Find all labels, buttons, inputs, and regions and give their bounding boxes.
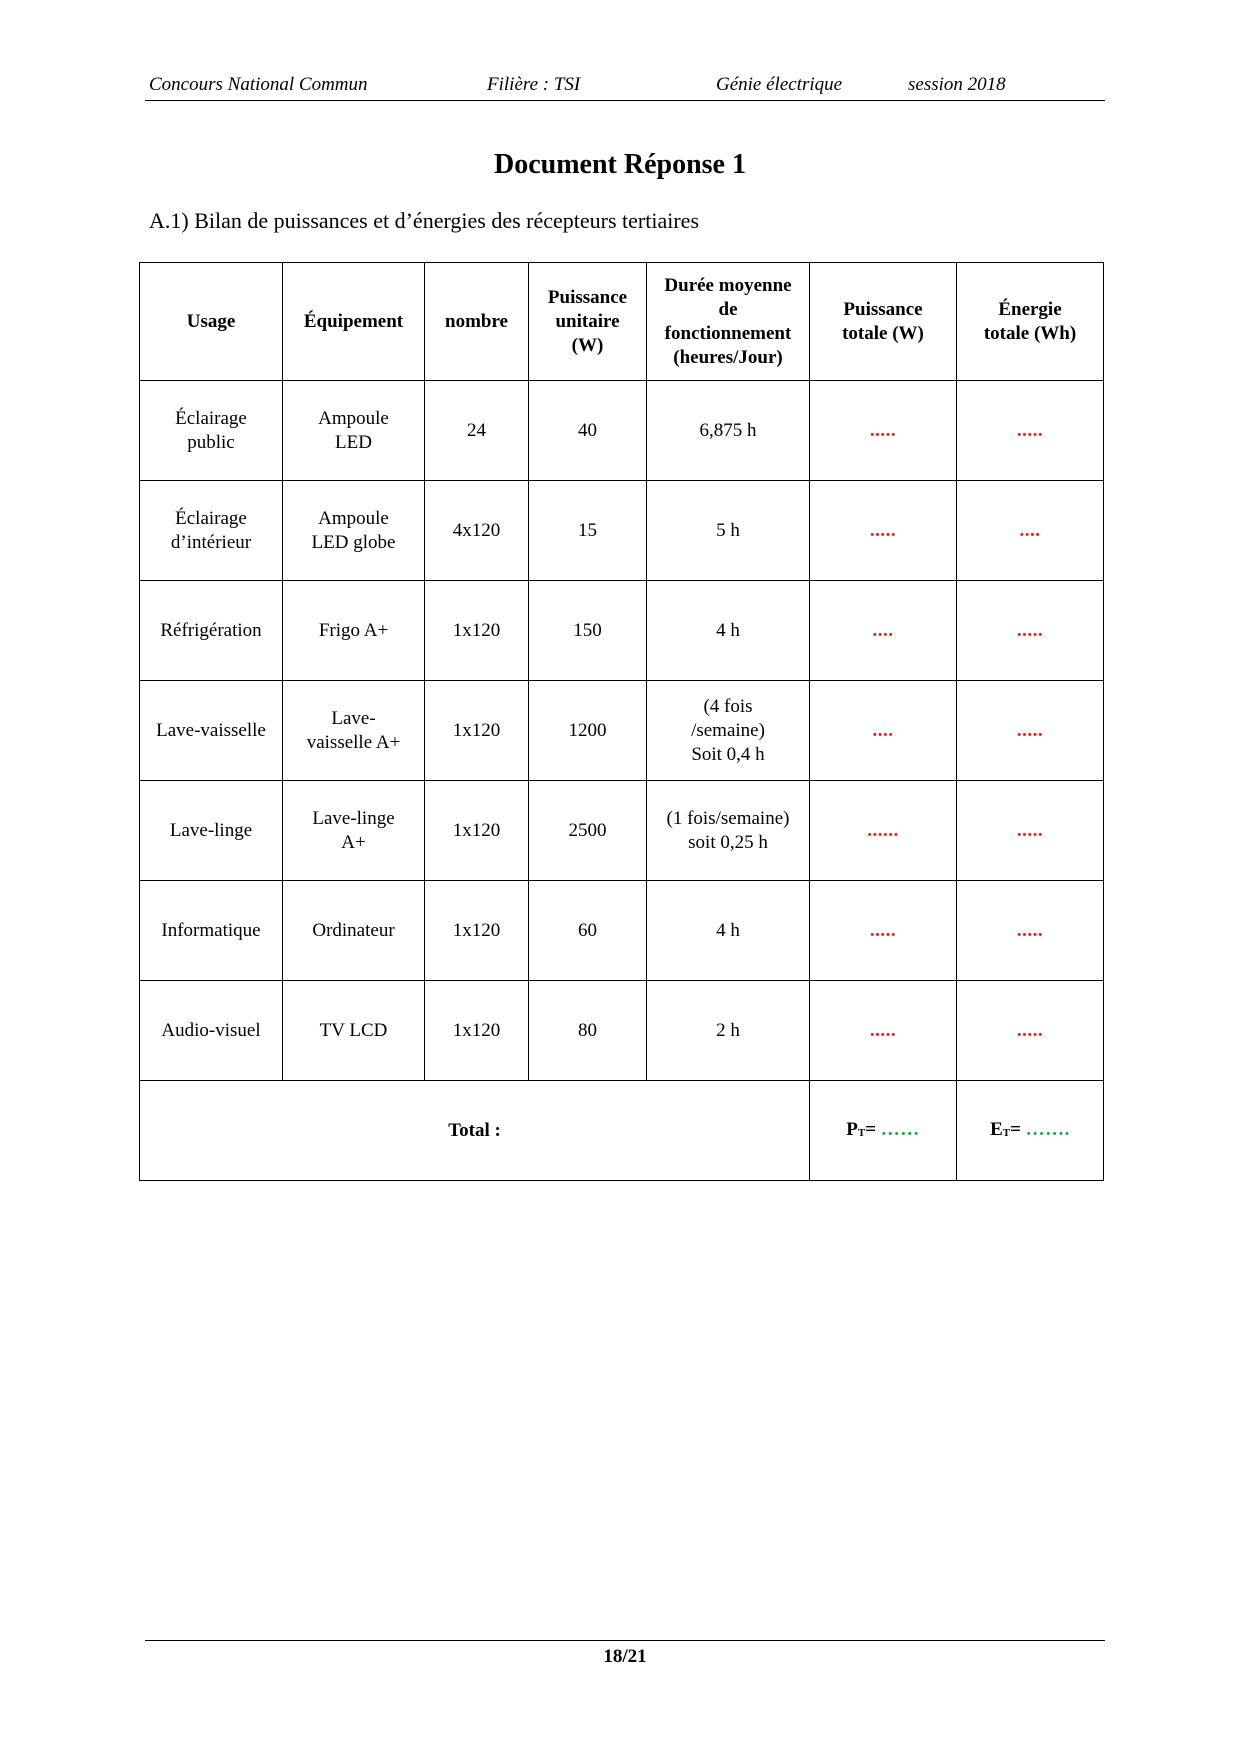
cell-equipement: Lave- vaisselle A+ — [283, 681, 425, 781]
cell-puissance-totale-blank[interactable]: ..... — [810, 981, 957, 1081]
cell-equipement: Lave-linge A+ — [283, 781, 425, 881]
cell-duree: 4 h — [647, 881, 810, 981]
cell-nombre: 1x120 — [425, 781, 529, 881]
page-number: 18/21 — [603, 1646, 647, 1667]
cell-usage: Éclairage public — [140, 381, 283, 481]
cell-nombre: 1x120 — [425, 681, 529, 781]
cell-energie-totale-blank[interactable]: .... — [957, 481, 1104, 581]
cell-usage: Informatique — [140, 881, 283, 981]
table-row — [140, 581, 1104, 681]
energy-balance-table — [139, 262, 1104, 1181]
cell-nombre: 1x120 — [425, 881, 529, 981]
cell-energie-totale-blank[interactable]: ..... — [957, 581, 1104, 681]
page-footer — [145, 1640, 1105, 1668]
cell-usage: Éclairage d’intérieur — [140, 481, 283, 581]
cell-duree: 2 h — [647, 981, 810, 1081]
table-total-row — [140, 1081, 1104, 1181]
cell-equipement: Frigo A+ — [283, 581, 425, 681]
cell-puissance-unitaire: 15 — [529, 481, 647, 581]
cell-puissance-unitaire: 150 — [529, 581, 647, 681]
cell-puissance-totale-blank[interactable]: ..... — [810, 381, 957, 481]
cell-nombre: 1x120 — [425, 981, 529, 1081]
cell-energie-totale-blank[interactable]: ..... — [957, 881, 1104, 981]
cell-puissance-totale-blank[interactable]: ..... — [810, 481, 957, 581]
table-row — [140, 681, 1104, 781]
cell-nombre: 4x120 — [425, 481, 529, 581]
col-header-duree: Durée moyenne de fonctionnement (heures/Jour) — [647, 263, 810, 381]
col-header-nombre: nombre — [425, 263, 529, 381]
cell-puissance-totale-blank[interactable]: .... — [810, 581, 957, 681]
cell-usage: Audio-visuel — [140, 981, 283, 1081]
total-power-symbol: $P_T=$ — [846, 1118, 877, 1140]
cell-puissance-unitaire: 60 — [529, 881, 647, 981]
cell-duree: 5 h — [647, 481, 810, 581]
cell-puissance-totale-blank[interactable]: ...... — [810, 781, 957, 881]
cell-puissance-unitaire: 40 — [529, 381, 647, 481]
table-row — [140, 481, 1104, 581]
header-subject: Génie électrique — [716, 74, 843, 95]
cell-puissance-unitaire: 80 — [529, 981, 647, 1081]
cell-duree: (1 fois/semaine) soit 0,25 h — [647, 781, 810, 881]
header-filiere: Filière : TSI — [487, 74, 581, 95]
cell-energie-totale-blank[interactable]: ..... — [957, 781, 1104, 881]
total-power-blank: …… — [880, 1118, 920, 1140]
col-header-equipement: Équipement — [283, 263, 425, 381]
cell-equipement: Ordinateur — [283, 881, 425, 981]
total-label: Total : — [140, 1081, 810, 1181]
cell-equipement: Ampoule LED — [283, 381, 425, 481]
cell-puissance-totale-blank[interactable]: .... — [810, 681, 957, 781]
col-header-puissance-totale: Puissance totale (W) — [810, 263, 957, 381]
cell-usage: Lave-linge — [140, 781, 283, 881]
cell-puissance-unitaire: 2500 — [529, 781, 647, 881]
cell-duree: (4 fois /semaine) Soit 0,4 h — [647, 681, 810, 781]
table-row — [140, 881, 1104, 981]
cell-equipement: TV LCD — [283, 981, 425, 1081]
page-header — [145, 72, 1105, 101]
document-title: Document Réponse 1 — [494, 149, 746, 180]
table-body — [140, 381, 1104, 1081]
cell-energie-totale-blank[interactable]: ..... — [957, 681, 1104, 781]
cell-equipement: Ampoule LED globe — [283, 481, 425, 581]
header-concours: Concours National Commun — [149, 74, 368, 95]
col-header-puissance-unitaire: Puissance unitaire (W) — [529, 263, 647, 381]
section-title: A.1) Bilan de puissances et d’énergies des récepteurs tertiaires — [149, 208, 699, 233]
col-header-usage: Usage — [140, 263, 283, 381]
cell-energie-totale-blank[interactable]: ..... — [957, 381, 1104, 481]
cell-puissance-unitaire: 1200 — [529, 681, 647, 781]
col-header-energie-totale: Énergie totale (Wh) — [957, 263, 1104, 381]
total-power-cell[interactable] — [810, 1081, 957, 1181]
cell-usage: Réfrigération — [140, 581, 283, 681]
table-row — [140, 381, 1104, 481]
cell-nombre: 1x120 — [425, 581, 529, 681]
cell-duree: 6,875 h — [647, 381, 810, 481]
header-session: session 2018 — [908, 74, 1006, 95]
cell-usage: Lave-vaisselle — [140, 681, 283, 781]
cell-duree: 4 h — [647, 581, 810, 681]
table-header-row — [140, 263, 1104, 381]
table-row — [140, 781, 1104, 881]
cell-nombre: 24 — [425, 381, 529, 481]
cell-puissance-totale-blank[interactable]: ..... — [810, 881, 957, 981]
total-energy-symbol: $E_T=$ — [990, 1118, 1021, 1140]
total-energy-blank: ……. — [1025, 1118, 1070, 1140]
total-energy-cell[interactable] — [957, 1081, 1104, 1181]
cell-energie-totale-blank[interactable]: ..... — [957, 981, 1104, 1081]
table-row — [140, 981, 1104, 1081]
